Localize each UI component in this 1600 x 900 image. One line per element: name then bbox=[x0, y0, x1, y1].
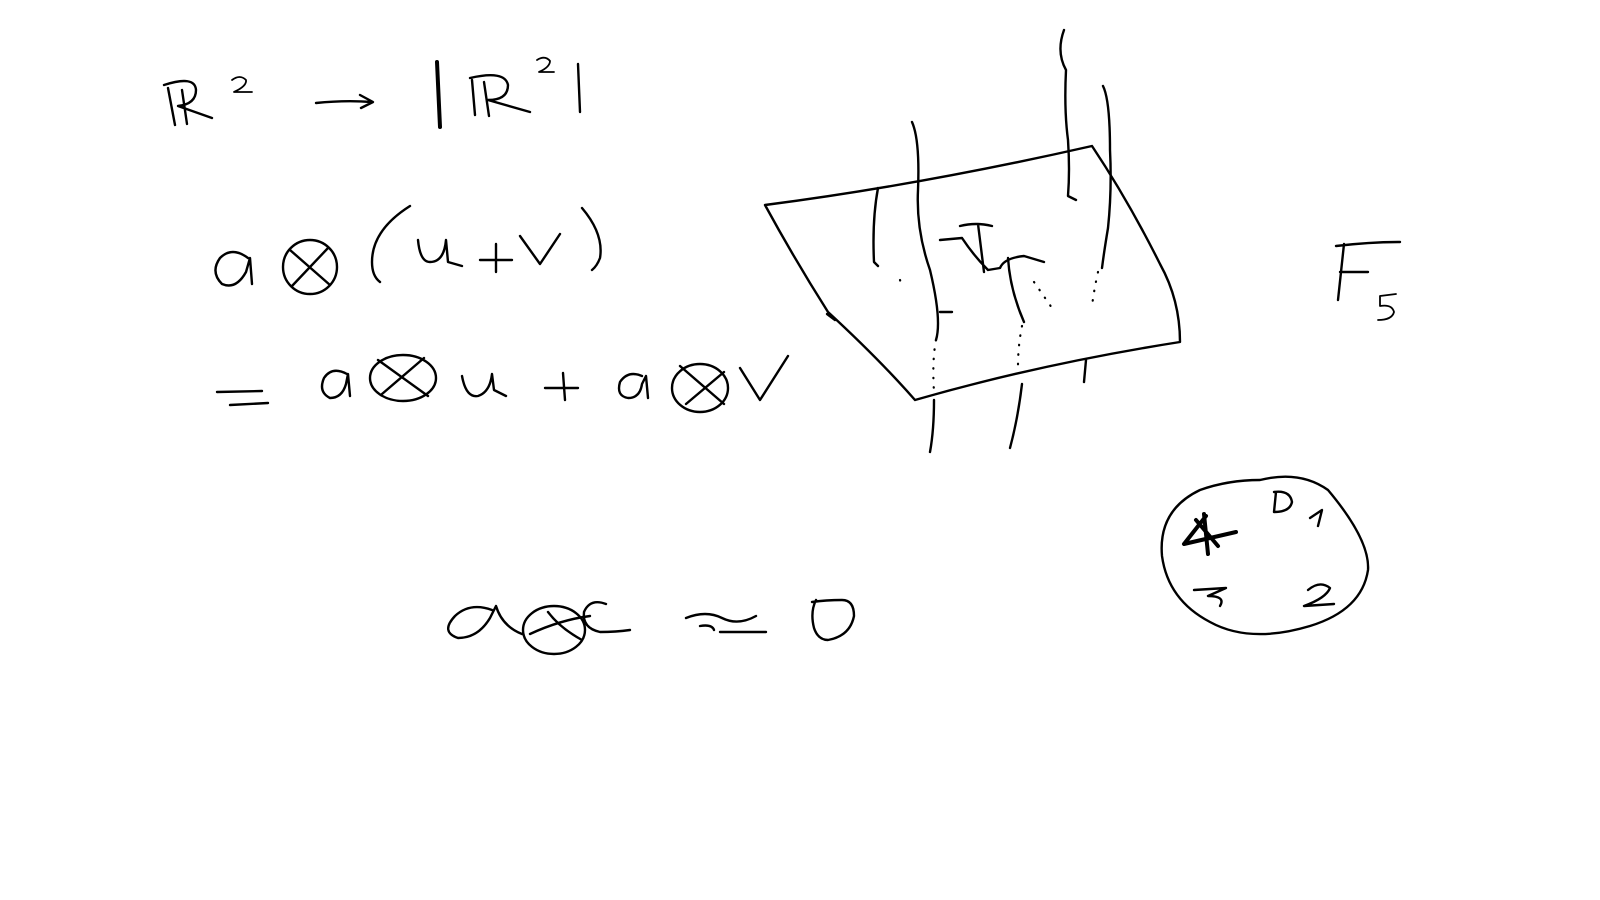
letter-a-1 bbox=[215, 252, 252, 286]
letter-r-1 bbox=[164, 81, 212, 125]
arrow bbox=[316, 95, 373, 108]
fiber-1-below bbox=[930, 400, 934, 452]
fiber-5 bbox=[1008, 258, 1024, 322]
clock-number-4 bbox=[1184, 514, 1236, 554]
superscript-2-2 bbox=[537, 58, 554, 72]
formula-distributive-left bbox=[215, 206, 600, 294]
superscript-2-1 bbox=[232, 77, 252, 92]
plus-1 bbox=[480, 244, 512, 272]
clock-number-2 bbox=[1304, 584, 1334, 606]
paren-right-1 bbox=[582, 208, 601, 270]
letter-r-2 bbox=[470, 75, 530, 116]
otimes-3-cross bbox=[680, 366, 724, 404]
fiber-1-dots bbox=[933, 340, 936, 392]
fiber-6 bbox=[1084, 360, 1086, 382]
field-f5-label bbox=[1336, 242, 1400, 320]
clock-number-0 bbox=[1274, 492, 1292, 512]
letter-u-1 bbox=[418, 240, 462, 266]
approx-equals bbox=[686, 614, 766, 632]
plane-parallelogram bbox=[765, 146, 1180, 400]
fiber-3 bbox=[1102, 86, 1111, 268]
equals-1 bbox=[217, 391, 268, 405]
formula-distributive-right bbox=[217, 355, 788, 412]
fiber-dots-extra bbox=[1034, 282, 1052, 308]
fiber-5-dots bbox=[1018, 326, 1022, 366]
fiber-bundle-sketch bbox=[765, 30, 1180, 452]
fiber-2 bbox=[1060, 30, 1076, 200]
letter-a-4 bbox=[448, 606, 522, 638]
otimes-2-cross bbox=[378, 358, 428, 396]
clock-diagram bbox=[1162, 477, 1368, 634]
formula-r2-to-norm-r2 bbox=[164, 58, 580, 127]
zero-1 bbox=[812, 600, 854, 640]
letter-v-2 bbox=[740, 356, 788, 400]
otimes-1-cross bbox=[290, 248, 330, 286]
center-bracket bbox=[940, 224, 1044, 272]
clock-number-1 bbox=[1310, 510, 1322, 526]
fiber-3-dots bbox=[1092, 272, 1098, 306]
letter-v-1 bbox=[520, 234, 560, 264]
norm-bar-left bbox=[437, 62, 440, 127]
letter-f bbox=[1336, 242, 1400, 300]
plus-2 bbox=[545, 373, 578, 400]
paren-left-1 bbox=[372, 206, 410, 282]
letter-a-2 bbox=[322, 371, 350, 398]
otimes-4 bbox=[523, 606, 585, 654]
subscript-5 bbox=[1378, 294, 1396, 320]
norm-bar-right bbox=[578, 64, 580, 112]
otimes-3 bbox=[672, 364, 728, 412]
fiber-4 bbox=[874, 188, 879, 266]
fiber-1 bbox=[912, 122, 938, 340]
formula-alternating bbox=[448, 600, 854, 654]
clock-number-3 bbox=[1194, 588, 1226, 606]
letter-u-2 bbox=[462, 374, 506, 396]
fiber-5-below bbox=[1010, 384, 1022, 448]
letter-a-3 bbox=[619, 374, 648, 398]
fiber-4-dot bbox=[900, 280, 902, 286]
clock-circle bbox=[1162, 477, 1368, 634]
letter-a-5 bbox=[584, 602, 630, 632]
